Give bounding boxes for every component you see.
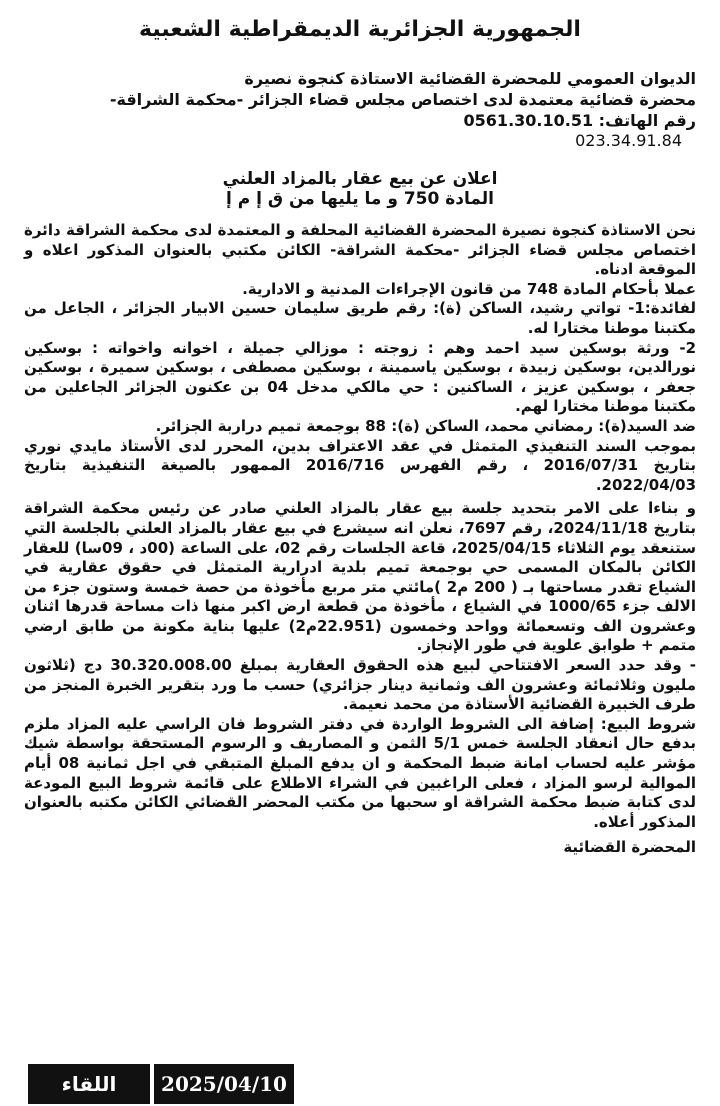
paragraph-beneficiary-2: 2- ورثة بوسكين سيد احمد وهم : زوجته : موزالي جميلة ، اخوانه واخواته : بوسكين نورالدين، بوسكين زبيدة ، بوسكين ياسمينة ، بوسكين مصطفى ، بوسكين سميرة ، بوسكين جعفر ، بوسكين عزيز ، الساكنين : حي مالكي مدخل 04 بن عكنون الجزائر الجاعلين من مكتبنا موطنا مختارا لهم.	[24, 338, 697, 416]
notice-subtitle: المادة 750 و ما يليها من ق إ م إ	[226, 189, 494, 209]
paragraph-bailiff: نحن الاستاذة كنجوة نصيرة المحضرة القضائية المحلفة و المعتمدة لدى محكمة الشراقة دائرة اختصاص مجلس قضاء الجزائر -محكمة الشراقة- الكائن مكتبي بالعنوان المذكور اعلاه و الموقعة ادناه.	[24, 221, 696, 279]
phone-number-2: 023.34.91.84	[575, 131, 682, 150]
notice-body	[24, 221, 696, 858]
footer	[28, 1064, 294, 1104]
paragraph-opening-price: - وقد حدد السعر الافتتاحي لبيع هذه الحقوق العقارية بمبلغ 30.320.008.00 دج (ثلاثون مليون وثلاثمائة وعشرون الف وثمانية دينار جزائري) حسب ما ورد بتقرير الخبرة المنجز من طرف الخبيرة القضائية الأستاذة من محمد نعيمة.	[24, 656, 696, 714]
paragraph-legal-basis: عملا بأحكام المادة 748 من قانون الإجراءات المدنية و الادارية.	[242, 279, 696, 298]
office-header	[24, 68, 696, 151]
notice-title: اعلان عن بيع عقار بالمزاد العلني	[222, 169, 498, 189]
phone-number-1: رقم الهاتف: 0561.30.10.51	[463, 111, 696, 130]
publication-date: 2025/04/10	[154, 1064, 294, 1104]
republic-title: الجمهورية الجزائرية الديمقراطية الشعبية	[139, 17, 581, 42]
paragraph-enforcement-title: بموجب السند التنفيذي المتمثل في عقد الاعتراف بدين، المحرر لدى الأستاذ مايدي نوري بتاريخ 2016/07/31 ، رقم الفهرس 2016/716 الممهور بالصيغة التنفيذية بتاريخ 2022/04/03.	[24, 436, 696, 494]
notice-heading	[24, 169, 696, 209]
paragraph-defendant: ضد السيد(ة): رمضاني محمد، الساكن (ة): 88 بوجمعة تميم دراربة الجزائر.	[155, 416, 696, 435]
paragraph-auction-details: و بناءا على الامر بتحديد جلسة بيع عقار بالمزاد العلني صادر عن رئيس محكمة الشراقة بتاريخ 2024/11/18، رقم 7697، نعلن انه سيشرع في بيع عقار بالمزاد العلني بالجلسة التي ستنعقد يوم الثلاثاء 2025/04/15، قاعة الجلسات رقم 02، على الساعة (00د ، 09سا) للعقار الكائن بالمكان المسمى حي بوجمعة تميم بلدية ادرارية المتمثل في حقوق عقارية في الشياع تقدر مساحتها بـ ( 200 م2 )مائتي متر مربع مأخوذة من حصة خمسة وستون جزء من الالف جزء 1000/65 في الشياع ، مأخوذة من قطعة ارض اكبر منها ذات مساحة قدرها اثنان وعشرون الف وتسعمائة وواحد وخمسون (22.951م2) عليها بناية مكونة من طابق ارضي متمم + طوابق علوية في طور الإنجاز.	[24, 499, 697, 655]
signature: المحضرة القضائية	[563, 838, 696, 857]
paragraph-sale-conditions: شروط البيع: إضافة الى الشروط الواردة في دفتر الشروط فان الراسي عليه المزاد ملزم بدفع حال انعقاد الجلسة خمس 5/1 الثمن و المصاريف و الرسوم المستحقة بواسطة شيك مؤشر عليه لحساب امانة ضبط المحكمة و ان يدفع المبلغ المتبقي في اجل ثمانية 08 أيام الموالية لرسو المزاد ، فعلى الراغبين في الشراء الاطلاع على قائمة شروط البيع المودعة لدى كتابة ضبط محكمة الشراقة او سحبها من مكتب المحضر القضائي الكائن مكتبه بالعنوان المذكور أعلاه.	[24, 714, 697, 831]
paragraph-beneficiary-1: لفائدة:1- تواتي رشيد، الساكن (ة): رقم طريق سليمان حسين الابيار الجزائر ، الجاعل من مكتبنا موطنا مختارا له.	[24, 299, 696, 337]
office-accreditation: محضرة قضائية معتمدة لدى اختصاص مجلس قضاء الجزائر -محكمة الشراقة-	[109, 90, 696, 109]
office-name: الديوان العمومي للمحضرة القضائية الاستاذة كنجوة نصيرة	[244, 69, 696, 88]
newspaper-logo: اللقاء	[28, 1064, 150, 1104]
